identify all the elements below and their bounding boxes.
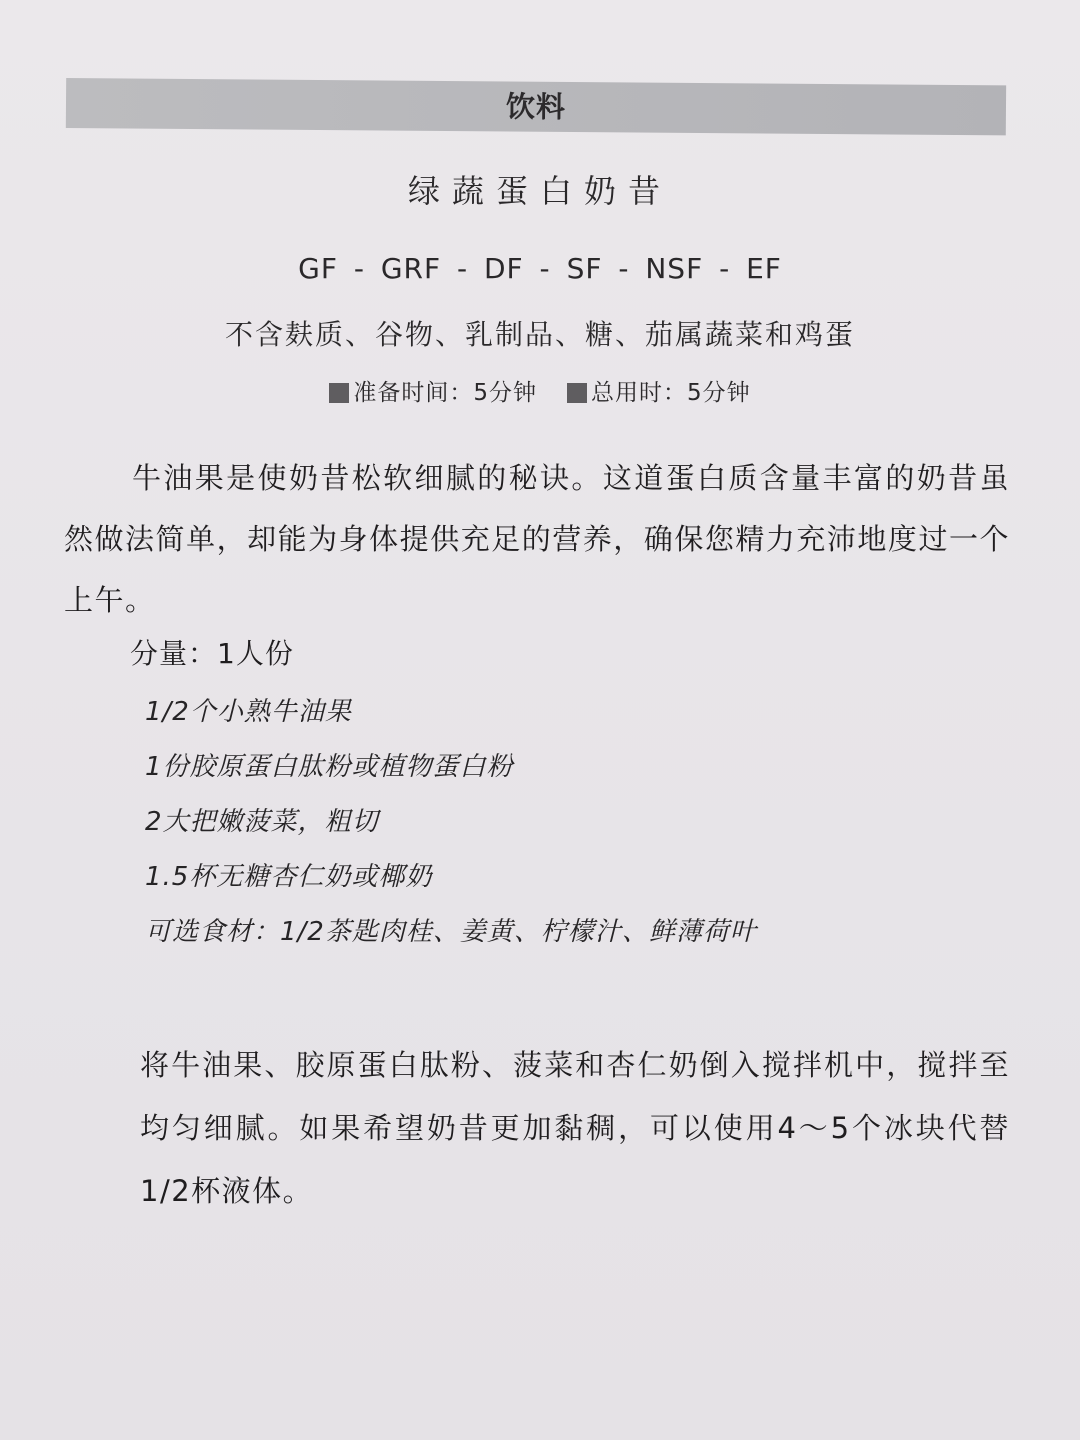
recipe-title: 绿蔬蛋白奶昔 bbox=[407, 172, 672, 210]
total-time: 总用时：5分钟 bbox=[591, 380, 751, 406]
ingredient-item: 1份胶原蛋白肽粉或植物蛋白粉 bbox=[145, 752, 514, 782]
prep-time: 准备时间：5分钟 bbox=[353, 380, 537, 406]
square-bullet-icon bbox=[329, 383, 349, 403]
method-paragraph: 将牛油果、胶原蛋白肽粉、菠菜和杏仁奶倒入搅拌机中，搅拌至均匀细腻。如果希望奶昔更加黏稠，可以使用4～5个冰块代替1/2杯液体。 bbox=[140, 1048, 1010, 1208]
intro-paragraph: 牛油果是使奶昔松软细腻的秘诀。这道蛋白质含量丰富的奶昔虽然做法简单，却能为身体提供充足的营养，确保您精力充沛地度过一个上午。 bbox=[64, 461, 1010, 617]
ingredient-item: 可选食材：1/2茶匙肉桂、姜黄、柠檬汁、鲜薄荷叶 bbox=[145, 917, 757, 947]
dietary-codes: GF - GRF - DF - SF - NSF - EF bbox=[298, 252, 782, 285]
servings: 分量：1人份 bbox=[130, 637, 294, 670]
ingredient-item: 1.5杯无糖杏仁奶或椰奶 bbox=[145, 862, 433, 892]
time-info bbox=[0, 374, 1080, 407]
dietary-description: 不含麸质、谷物、乳制品、糖、茄属蔬菜和鸡蛋 bbox=[224, 318, 855, 351]
ingredients-list bbox=[145, 690, 757, 965]
ingredient-item: 2大把嫩菠菜，粗切 bbox=[145, 807, 379, 837]
section-title: 饮料 bbox=[505, 89, 567, 124]
square-bullet-icon bbox=[567, 383, 587, 403]
section-header-bar bbox=[66, 78, 1006, 135]
ingredient-item: 1/2个小熟牛油果 bbox=[145, 697, 352, 727]
